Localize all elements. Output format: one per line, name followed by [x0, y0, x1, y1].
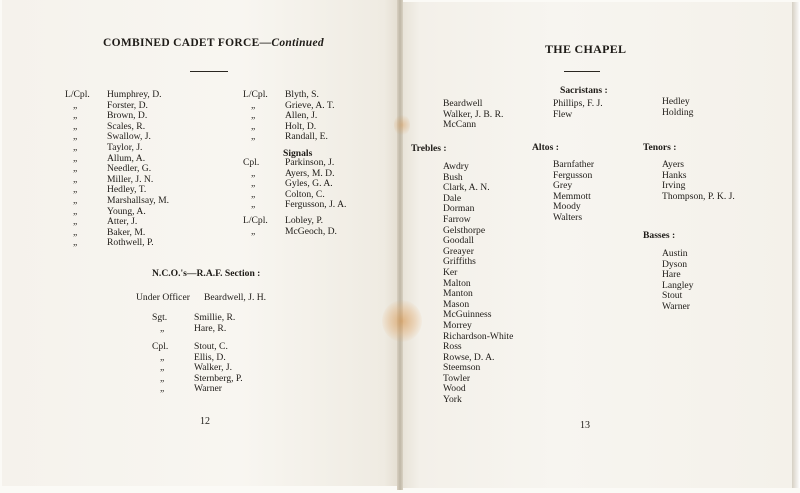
person-name: Randall, E.	[285, 131, 328, 143]
person-name: Hedley, T.	[107, 184, 147, 196]
name-entry: Awdry	[443, 161, 469, 172]
rank: „	[251, 188, 256, 200]
roll-entry	[152, 374, 292, 385]
name-entry: Ross	[443, 341, 462, 353]
person-name: Baker, M.	[107, 226, 146, 238]
basses-list	[662, 249, 752, 313]
name-entry: Bush	[443, 171, 463, 183]
name-entry: Ayers	[662, 159, 685, 170]
name-entry: Farrow	[443, 213, 471, 225]
cadet-list-column-2	[243, 90, 383, 143]
name-entry: Goodall	[443, 235, 474, 247]
name-entry: Barnfather	[553, 159, 595, 170]
tenors-heading: Tenors :	[643, 142, 677, 153]
roll-entry	[243, 90, 383, 101]
roll-entry	[65, 111, 225, 122]
roll-entry	[152, 384, 292, 395]
person-name: Marshallsay, M.	[107, 194, 169, 206]
name-entry: Richardson-White	[443, 330, 514, 342]
rank: L/Cpl.	[65, 89, 90, 100]
rank: „	[160, 372, 165, 384]
roll-entry	[65, 196, 225, 207]
name-entry: Manton	[443, 288, 473, 300]
name-entry: Hedley	[662, 96, 690, 107]
title-main: COMBINED CADET FORCE	[103, 37, 260, 49]
person-name: Parkinson, J.	[285, 157, 335, 168]
person-name: Swallow, J.	[107, 131, 151, 143]
name-entry: Austin	[662, 248, 688, 259]
person-name: Sternberg, P.	[194, 372, 243, 384]
altos-list	[553, 160, 643, 224]
page-edge	[792, 2, 800, 488]
name-entry: Stout	[662, 290, 683, 302]
sacristans-heading: Sacristans :	[560, 85, 608, 96]
rank: „	[73, 152, 78, 164]
basses-heading: Basses :	[643, 230, 676, 241]
roll-entry	[243, 200, 383, 211]
roll-entry	[243, 216, 383, 227]
trebles-list	[443, 162, 553, 406]
cadet-list-column-1	[65, 90, 225, 249]
person-name: Allum, A.	[107, 152, 146, 164]
roll-entry	[152, 324, 292, 335]
name-entry: Gelsthorpe	[443, 224, 486, 236]
raf-section-heading: N.C.O.'s—R.A.F. Section :	[152, 268, 261, 279]
rank: „	[73, 184, 78, 196]
rank: „	[73, 163, 78, 175]
roll-entry	[243, 132, 383, 143]
name-entry: Dyson	[662, 258, 688, 270]
rank: „	[73, 216, 78, 228]
person-name: Gyles, G. A.	[285, 178, 333, 190]
person-name: Blyth, S.	[285, 89, 319, 100]
raf-corporals	[152, 342, 292, 395]
name-entry: Wood	[443, 383, 466, 395]
roll-entry	[152, 313, 292, 324]
chapel-title-rule	[564, 71, 600, 72]
person-name: Grieve, A. T.	[285, 99, 335, 111]
name-entry: Greayer	[443, 245, 474, 257]
roll-entry	[65, 90, 225, 101]
person-name: Hare, R.	[194, 322, 227, 334]
person-name: Colton, C.	[285, 188, 325, 200]
person-name: Taylor, J.	[107, 141, 143, 153]
name-entry: McGuinness	[443, 309, 492, 321]
person-name: Miller, J. N.	[107, 173, 154, 185]
roll-entry	[65, 238, 225, 249]
name-entry: Walters	[553, 211, 583, 223]
raf-sergeants	[152, 313, 292, 334]
roll-entry	[65, 217, 225, 228]
name-entry: Morrey	[443, 319, 472, 331]
person-name: Atter, J.	[107, 216, 138, 228]
roll-entry	[65, 132, 225, 143]
trebles-heading: Trebles :	[411, 143, 447, 154]
rank: „	[251, 167, 256, 179]
signals-list	[243, 158, 383, 211]
rank: „	[160, 383, 165, 395]
sacristans-middle	[553, 99, 643, 120]
name-entry: Towler	[443, 372, 471, 384]
roll-entry	[152, 342, 292, 353]
name-entry: York	[443, 394, 462, 406]
name-entry: Holding	[662, 106, 694, 118]
rank: „	[73, 194, 78, 206]
cadet-list-column-2-end	[243, 216, 383, 237]
person-name: Stout, C.	[194, 341, 228, 352]
person-name: McGeoch, D.	[285, 225, 337, 237]
rank: „	[160, 322, 165, 334]
chapel-title: THE CHAPEL	[545, 42, 627, 56]
tenors-list	[662, 160, 772, 202]
name-entry: Memmott	[553, 190, 591, 202]
person-name: Ellis, D.	[194, 351, 226, 363]
stain-mark-small	[394, 114, 410, 136]
signals-heading: Signals	[283, 148, 313, 159]
name-entry: Steemson	[443, 362, 481, 374]
name-entry: Mason	[443, 298, 470, 310]
rank: „	[251, 225, 256, 237]
person-name: Ayers, M. D.	[285, 167, 335, 179]
person-name: Brown, D.	[107, 110, 148, 122]
page-number-left: 12	[200, 416, 210, 427]
rank: „	[160, 362, 165, 374]
rank: „	[251, 99, 256, 111]
name-entry: Beardwell	[443, 98, 483, 109]
rank: „	[73, 237, 78, 249]
rank: „	[251, 178, 256, 190]
person-name: Rothwell, P.	[107, 237, 154, 249]
name-entry: McCann	[443, 119, 477, 131]
name-entry: Thompson, P. K. J.	[662, 190, 735, 202]
under-officer-name: Beardwell, J. H.	[204, 292, 267, 303]
rank: „	[73, 173, 78, 185]
rank: L/Cpl.	[243, 89, 268, 100]
title-continued: —Continued	[259, 37, 324, 49]
title-rule	[190, 71, 228, 72]
name-entry: Flew	[553, 108, 573, 120]
person-name: Humphrey, D.	[107, 89, 162, 100]
person-name: Young, A.	[107, 205, 146, 217]
left-page-title	[103, 37, 324, 49]
person-name: Smillie, R.	[194, 312, 236, 323]
spine-fold	[397, 0, 403, 490]
rank: „	[73, 110, 78, 122]
name-entry: Fergusson	[553, 169, 593, 181]
name-entry: Hare	[662, 269, 681, 281]
person-name: Holt, D.	[285, 120, 317, 132]
rank: „	[251, 199, 256, 211]
roll-entry	[65, 207, 225, 218]
sacristans-right	[662, 97, 752, 118]
name-entry: Clark, A. N.	[443, 182, 490, 194]
person-name: Fergusson, J. A.	[285, 199, 347, 211]
rank: „	[251, 131, 256, 143]
name-entry: Moody	[553, 201, 581, 213]
person-name: Allen, J.	[285, 110, 318, 122]
name-entry: Irving	[662, 180, 686, 192]
name-entry: Griffiths	[443, 256, 476, 268]
under-officer-rank: Under Officer	[136, 292, 190, 303]
page-number-right: 13	[580, 420, 590, 431]
person-name: Walker, J.	[194, 362, 233, 374]
rank: Sgt.	[152, 312, 168, 323]
rank: „	[73, 205, 78, 217]
name-entry: Phillips, F. J.	[553, 98, 603, 109]
name-entry: Langley	[662, 279, 694, 291]
name-entry: Grey	[553, 180, 573, 192]
name-entry: Walker, J. B. R.	[443, 108, 504, 120]
name-entry: Warner	[662, 300, 690, 312]
rank: „	[160, 351, 165, 363]
rank: L/Cpl.	[243, 215, 268, 226]
name-entry: Ker	[443, 266, 458, 278]
name-entry: Malton	[443, 277, 471, 289]
person-name: Forster, D.	[107, 99, 148, 111]
rank: Cpl.	[152, 341, 169, 352]
person-name: Warner	[194, 383, 222, 395]
person-name: Needler, G.	[107, 163, 152, 175]
name-entry: Hanks	[662, 169, 687, 181]
roll-entry	[243, 158, 383, 169]
rank: „	[73, 120, 78, 132]
name-entry: Rowse, D. A.	[443, 351, 495, 363]
person-name: Lobley, P.	[285, 215, 324, 226]
rank: „	[73, 226, 78, 238]
rank: „	[73, 141, 78, 153]
rank: „	[251, 110, 256, 122]
rank: „	[251, 120, 256, 132]
rank: Cpl.	[243, 157, 260, 168]
rank: „	[73, 131, 78, 143]
name-entry: Dale	[443, 192, 462, 204]
sacristans-left	[443, 99, 543, 131]
stain-mark	[382, 300, 422, 342]
altos-heading: Altos :	[532, 142, 559, 153]
roll-entry	[65, 143, 225, 154]
person-name: Scales, R.	[107, 120, 146, 132]
rank: „	[73, 99, 78, 111]
name-entry: Dorman	[443, 203, 475, 215]
roll-entry	[243, 227, 383, 238]
